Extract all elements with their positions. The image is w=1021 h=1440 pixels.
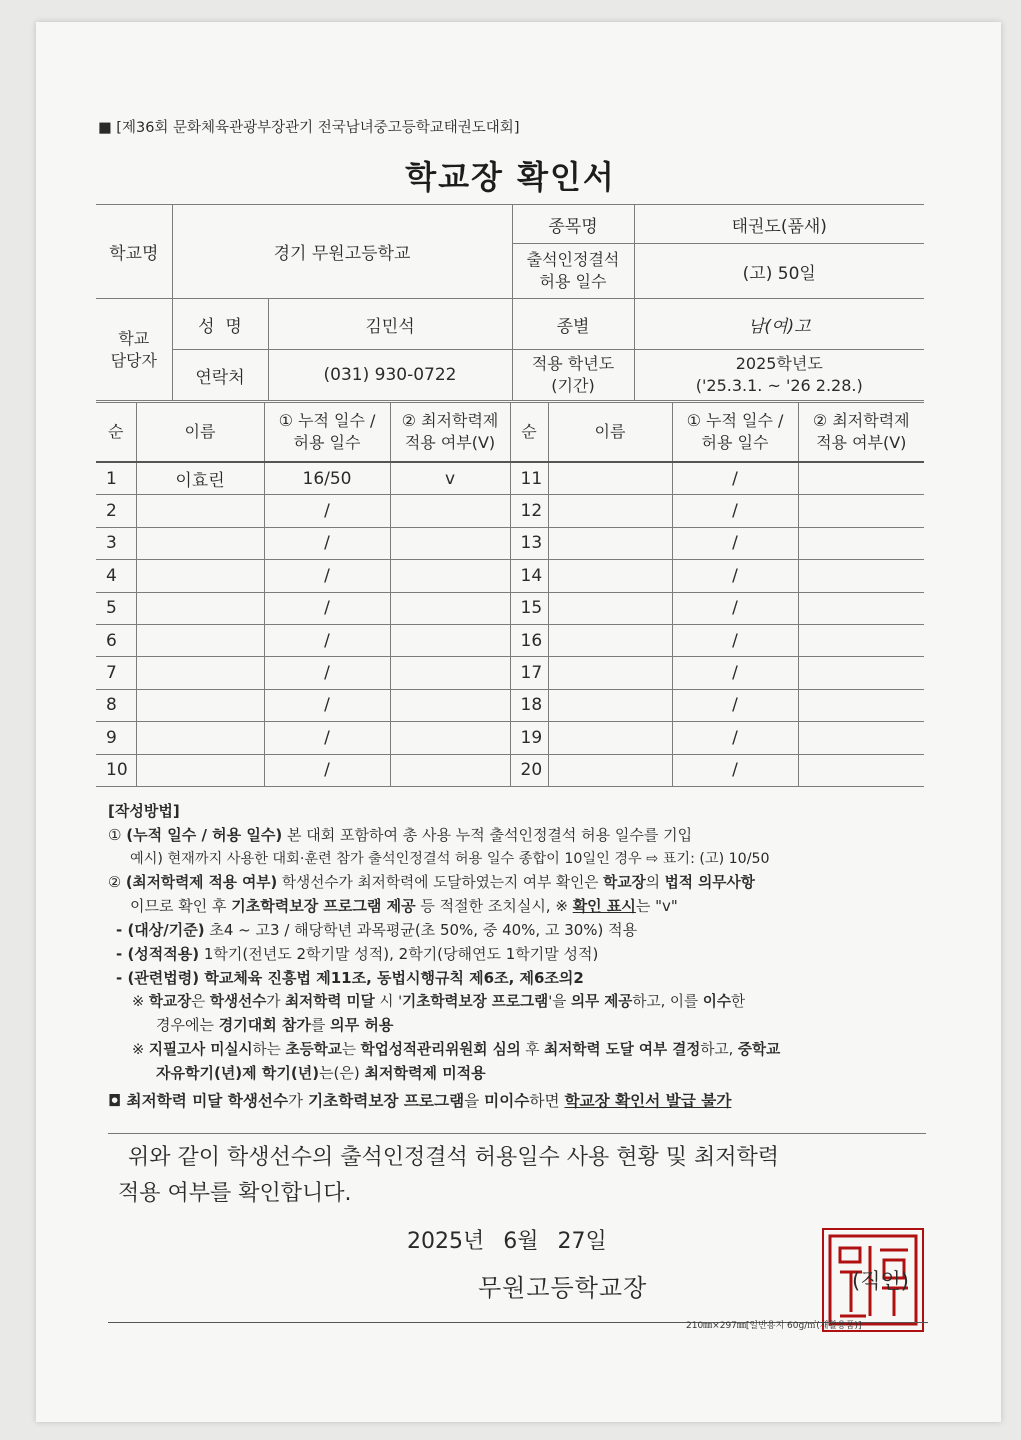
row-days: /: [672, 495, 798, 527]
issue-date: 2025년 6월 27일: [407, 1229, 607, 1254]
table-row: [96, 462, 924, 495]
row-days: 16/50: [264, 462, 390, 495]
row-number: 8: [96, 689, 136, 721]
row-days: /: [672, 657, 798, 689]
row-number: 6: [96, 624, 136, 656]
method-l10-e: 는: [341, 1040, 361, 1058]
allowed-days-label-line2: 허용 일수: [539, 272, 607, 291]
allowed-days-label-line1: 출석인정결석: [526, 250, 620, 269]
method-l10-b: 지필고사 미실시: [148, 1040, 253, 1058]
row-min-check: [798, 560, 924, 592]
principal-title: 무원고등학교장: [478, 1274, 648, 1302]
athlete-roster-table: [96, 402, 924, 787]
contact-label: 연락처: [172, 350, 268, 401]
table-row: [96, 495, 924, 527]
year-value-line1: 2025학년도: [735, 354, 823, 373]
method-l8-g: 시 ': [374, 993, 403, 1011]
row-name: [548, 592, 672, 624]
manager-label-line2: 담당자: [110, 350, 157, 370]
row-number: 18: [510, 689, 548, 721]
row-min-check: [390, 657, 510, 689]
method-l8-l: 이수: [702, 993, 731, 1011]
method-l10-d: 초등학교: [285, 1040, 342, 1058]
method-l3-duty: 법적 의무사항: [664, 874, 755, 892]
method-l1-text: 본 대회 포함하여 총 사용 누적 출석인정결석 허용 일수를 기입: [282, 825, 693, 844]
row-days: /: [672, 462, 798, 495]
method-l11-c: 최저학력제 미적용: [364, 1063, 486, 1082]
info-table: [96, 204, 924, 401]
col-min-right: [798, 403, 924, 463]
row-name: [548, 624, 672, 656]
row-days: /: [264, 592, 390, 624]
row-name: [548, 462, 672, 495]
method-l8-i: '을: [548, 993, 571, 1011]
method-l9-d: 의무 허용: [330, 1016, 394, 1035]
row-name: [548, 527, 672, 559]
row-min-check: [390, 592, 510, 624]
name-label: 성 명: [172, 299, 268, 350]
col-days: [264, 403, 390, 463]
method-l8-k: 하고, 이를: [632, 993, 703, 1011]
method-l6-label: - (성적적용): [116, 944, 200, 963]
row-min-check: [390, 754, 510, 786]
table-row: [96, 527, 924, 559]
method-l3-num: ②: [108, 874, 126, 892]
row-days: /: [672, 624, 798, 656]
row-number: 17: [510, 657, 548, 689]
row-name: [548, 689, 672, 721]
row-number: 16: [510, 624, 548, 656]
method-l12-a: ◘ 최저학력 미달 학생선수: [108, 1091, 289, 1110]
method-l10-c: 하는: [252, 1040, 286, 1058]
row-name: [136, 624, 264, 656]
gender-label: 종별: [512, 299, 634, 350]
method-l3-principal: 학교장: [603, 874, 646, 892]
confirmation-line1: 위와 같이 학생선수의 출석인정결석 허용일수 사용 현황 및 최저학력: [128, 1145, 780, 1170]
method-l8-f: 최저학력 미달: [285, 993, 375, 1011]
col-min: [390, 403, 510, 463]
row-number: 4: [96, 560, 136, 592]
row-min-check: [390, 689, 510, 721]
row-days: /: [264, 527, 390, 559]
row-days: /: [672, 754, 798, 786]
method-l8-a: ※: [132, 993, 149, 1011]
method-l3-text2: 의: [645, 874, 665, 892]
col-min-right-line1: ② 최저학력제: [812, 411, 910, 430]
method-l10-j: 중학교: [737, 1040, 781, 1058]
col-days-right-line2: 허용 일수: [701, 433, 769, 452]
writing-method-section: [108, 800, 938, 1113]
col-days-right: [672, 403, 798, 463]
row-number: 14: [510, 560, 548, 592]
school-label: 학교명: [96, 205, 172, 299]
row-min-check: [390, 722, 510, 754]
row-min-check: [390, 560, 510, 592]
row-days: /: [672, 592, 798, 624]
method-l9-c: 를: [310, 1016, 331, 1035]
table-row: [96, 560, 924, 592]
row-name: [136, 560, 264, 592]
method-l10-h: 최저학력 도달 여부 결정: [544, 1040, 701, 1058]
seal-label: (직인): [852, 1269, 909, 1293]
method-l8-h: 기초학력보장 프로그램: [402, 993, 549, 1011]
row-min-check: v: [390, 462, 510, 495]
row-days: /: [264, 689, 390, 721]
row-number: 3: [96, 527, 136, 559]
method-l10-i: 하고,: [700, 1040, 738, 1058]
event-header: ■ [제36회 문화체육관광부장관기 전국남녀중고등학교태권도대회]: [98, 120, 520, 136]
col-min-right-line2: 적용 여부(V): [816, 433, 907, 452]
allowed-days-label: [512, 244, 634, 299]
row-number: 19: [510, 722, 548, 754]
method-l1-num: ①: [108, 825, 127, 844]
table-row: [96, 592, 924, 624]
table-row: [96, 624, 924, 656]
separator-line: [108, 1133, 926, 1134]
method-l3-bold: (최저학력제 적용 여부): [125, 874, 278, 892]
event-label: 종목명: [512, 205, 634, 244]
method-l12-b: 가: [288, 1091, 309, 1110]
row-number: 15: [510, 592, 548, 624]
col-name-right: 이름: [548, 403, 672, 463]
row-min-check: [798, 722, 924, 754]
row-name: [136, 754, 264, 786]
year-value-line2: ('25.3.1. ~ '26 2.28.): [695, 376, 863, 395]
method-l4-e: 는 "v": [635, 897, 678, 916]
row-number: 5: [96, 592, 136, 624]
row-days: /: [672, 527, 798, 559]
method-example: 예시) 현재까지 사용한 대회·훈련 참가 출석인정결석 허용 일수 종합이 10일인 경우 ⇨ 표기: (고) 10/50: [130, 850, 770, 867]
year-value: [634, 350, 924, 401]
row-min-check: [798, 657, 924, 689]
method-l4-c: 등 적절한 조치실시, ※: [415, 897, 573, 916]
manager-label-line1: 학교: [118, 328, 150, 348]
row-days: /: [264, 495, 390, 527]
method-l12-d: 을: [464, 1091, 485, 1110]
row-number: 7: [96, 657, 136, 689]
method-l8-m: 한: [730, 993, 746, 1011]
col-min-line1: ② 최저학력제: [401, 411, 499, 430]
row-number: 9: [96, 722, 136, 754]
row-min-check: [798, 527, 924, 559]
row-number: 10: [96, 754, 136, 786]
row-min-check: [798, 462, 924, 495]
method-l8-e: 가: [266, 993, 286, 1011]
method-l11-b: 는(은): [319, 1063, 365, 1082]
row-name: [136, 689, 264, 721]
row-name: [548, 560, 672, 592]
method-l12-g: 학교장 확인서 발급 불가: [564, 1091, 732, 1110]
row-days: /: [264, 722, 390, 754]
table-row: [96, 754, 924, 786]
table-row: [96, 657, 924, 689]
method-l8-j: 의무 제공: [570, 993, 633, 1011]
row-min-check: [798, 624, 924, 656]
method-l12-e: 미이수: [484, 1091, 530, 1110]
event-value: 태권도(품새): [634, 205, 924, 244]
row-name: [136, 495, 264, 527]
document-title: 학교장 확인서: [405, 158, 616, 196]
paper-spec: 210㎜×297㎜[일반용지 60g/㎡(재활용품)]: [686, 1321, 862, 1331]
method-heading: [작성방법]: [108, 802, 180, 820]
row-name: [136, 592, 264, 624]
method-l12-f: 하면: [529, 1091, 565, 1110]
name-value: 김민석: [268, 299, 512, 350]
row-number: 2: [96, 495, 136, 527]
row-name: [548, 722, 672, 754]
col-days-right-line1: ① 누적 일수 /: [686, 411, 784, 430]
col-no-right: 순: [510, 403, 548, 463]
row-name: [136, 527, 264, 559]
row-name: [136, 657, 264, 689]
col-name: 이름: [136, 403, 264, 463]
row-days: /: [672, 689, 798, 721]
method-l9-b: 경기대회 참가: [218, 1016, 311, 1035]
row-days: /: [264, 754, 390, 786]
row-min-check: [798, 689, 924, 721]
row-name: [136, 722, 264, 754]
year-label-line1: 적용 학년도: [531, 354, 615, 373]
row-days: /: [264, 657, 390, 689]
col-days-line2: 허용 일수: [293, 433, 361, 452]
row-number: 11: [510, 462, 548, 495]
school-value: 경기 무원고등학교: [172, 205, 512, 299]
row-min-check: [390, 624, 510, 656]
method-l4-d: 확인 표시: [572, 897, 636, 916]
method-l4-a: 이므로 확인 후: [130, 897, 232, 916]
method-l8-b: 학교장: [148, 993, 192, 1011]
method-l5-text: 초4 ~ 고3 / 해당학년 과목평균(초 50%, 중 40%, 고 30%) 적용: [204, 920, 638, 939]
method-l10-g: 후: [520, 1040, 545, 1058]
row-number: 13: [510, 527, 548, 559]
row-number: 12: [510, 495, 548, 527]
table-row: [96, 689, 924, 721]
method-l7: - (관련법령) 학교체육 진흥법 제11조, 동법시행규칙 제6조, 제6조의2: [116, 968, 584, 987]
contact-value: (031) 930-0722: [268, 350, 512, 401]
year-label: [512, 350, 634, 401]
method-l12-c: 기초학력보장 프로그램: [308, 1091, 465, 1110]
row-name: [548, 495, 672, 527]
row-min-check: [798, 592, 924, 624]
row-name: [548, 754, 672, 786]
row-days: /: [672, 722, 798, 754]
method-l4-b: 기초학력보장 프로그램 제공: [231, 897, 416, 916]
gender-value: 남(여)고: [634, 299, 924, 350]
year-label-line2: (기간): [551, 376, 595, 395]
col-days-line1: ① 누적 일수 /: [278, 411, 376, 430]
row-days: /: [264, 560, 390, 592]
row-days: /: [264, 624, 390, 656]
row-min-check: [390, 495, 510, 527]
method-l10-a: ※: [132, 1040, 149, 1058]
row-number: 1: [96, 462, 136, 495]
method-l1-bold: (누적 일수 / 허용 일수): [126, 825, 283, 844]
manager-label: [96, 299, 172, 401]
method-l8-d: 학생선수: [209, 993, 267, 1011]
method-l10-f: 학업성적관리위원회 심의: [360, 1040, 521, 1058]
col-min-line2: 적용 여부(V): [404, 433, 496, 452]
row-min-check: [798, 754, 924, 786]
row-name: [548, 657, 672, 689]
row-min-check: [390, 527, 510, 559]
allowed-days-value: (고) 50일: [634, 244, 924, 299]
method-l6-text: 1학기(전년도 2학기말 성적), 2학기(당해연도 1학기말 성적): [199, 944, 599, 963]
row-name: 이효린: [136, 462, 264, 495]
row-days: /: [672, 560, 798, 592]
method-l3-text: 학생선수가 최저학력에 도달하였는지 여부 확인은: [277, 874, 604, 892]
confirmation-line2: 적용 여부를 확인합니다.: [118, 1181, 352, 1206]
confirmation-text: [118, 1140, 928, 1212]
col-no: 순: [96, 403, 136, 463]
method-l8-c: 은: [191, 993, 210, 1011]
method-l9-a: 경우에는: [156, 1016, 219, 1035]
table-row: [96, 722, 924, 754]
row-min-check: [798, 495, 924, 527]
method-l5-label: - (대상/기준): [116, 920, 205, 939]
method-l11-a: 자유학기(년)제 학기(년): [156, 1063, 320, 1082]
row-number: 20: [510, 754, 548, 786]
